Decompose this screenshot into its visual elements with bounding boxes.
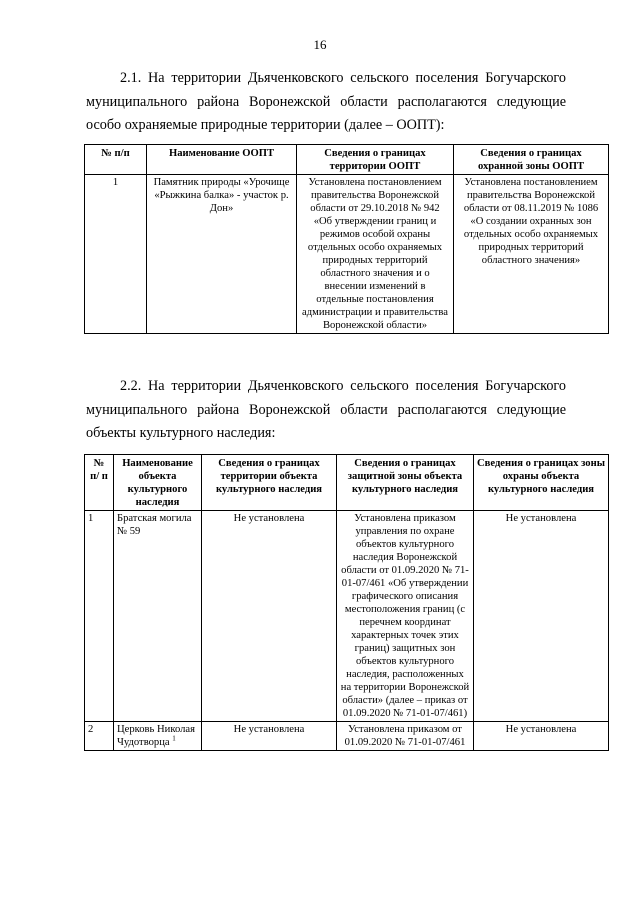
cell-num: 2	[85, 722, 114, 751]
header-zone: Сведения о границах охранной зоны ООПТ	[454, 145, 609, 175]
cell-name	[114, 722, 202, 751]
header-protect-zone: Сведения о границах защитной зоны объекта культурного наследия	[337, 455, 474, 511]
cell-guard-zone: Не установлена	[474, 511, 609, 722]
heritage-table	[84, 454, 609, 751]
oopt-table	[84, 144, 609, 334]
section-2-1-intro: 2.1. На территории Дьяченковского сельского поселения Богучарского муниципального района Воронежской области располагаются следующие особо охраняемые природные территории (далее – ООПТ):	[86, 70, 566, 133]
page-number: 16	[313, 37, 327, 52]
heritage-table-header	[85, 455, 609, 511]
section-2-2-intro: 2.2. На территории Дьяченковского сельского поселения Богучарского муниципального района Воронежской области располагаются следующие объекты культурного наследия:	[86, 378, 566, 441]
table-row	[85, 511, 609, 722]
cell-name-text: Церковь Николая Чудотворца	[117, 724, 195, 748]
header-num: № п/п	[85, 145, 147, 175]
cell-zone: Установлена постановлением правительства Воронежской области от 08.11.2019 № 1086 «О создании охранных зон отдельных особо охраняемых природных территорий областного значения»	[454, 175, 609, 334]
cell-territory: Не установлена	[202, 722, 337, 751]
cell-guard-zone: Не установлена	[474, 722, 609, 751]
header-territory: Сведения о границах территории ООПТ	[297, 145, 454, 175]
footnote-mark: 1	[172, 734, 176, 743]
header-num: № п/ п	[85, 455, 114, 511]
cell-num: 1	[85, 511, 114, 722]
cell-protect-zone: Установлена приказом управления по охране объектов культурного наследия Воронежской области от 01.09.2020 № 71-01-07/461 «Об утверждении графического описания местоположения границ (с перечнем координат характерных точек этих границ) защитных зон объектов культурного наследия, расположенных на территории Воронежской области» (далее – приказ от 01.09.2020 № 71-01-07/461)	[337, 511, 474, 722]
cell-num: 1	[85, 175, 147, 334]
cell-protect-zone: Установлена приказом от 01.09.2020 № 71-01-07/461	[337, 722, 474, 751]
oopt-table-header	[85, 145, 609, 175]
table-row	[85, 175, 609, 334]
cell-name: Памятник природы «Урочище «Рыжкина балка» - участок р. Дон»	[147, 175, 297, 334]
table-row	[85, 722, 609, 751]
cell-territory: Не установлена	[202, 511, 337, 722]
header-name: Наименование объекта культурного наследия	[114, 455, 202, 511]
header-name: Наименование ООПТ	[147, 145, 297, 175]
cell-territory: Установлена постановлением правительства Воронежской области от 29.10.2018 № 942 «Об утверждении границ и режимов особой охраны отдельных особо охраняемых природных территорий областного значения и о внесении изменений в отдельные постановления администрации и правительства Воронежской области»	[297, 175, 454, 334]
cell-name: Братская могила № 59	[114, 511, 202, 722]
header-guard-zone: Сведения о границах зоны охраны объекта культурного наследия	[474, 455, 609, 511]
header-territory: Сведения о границах территории объекта культурного наследия	[202, 455, 337, 511]
